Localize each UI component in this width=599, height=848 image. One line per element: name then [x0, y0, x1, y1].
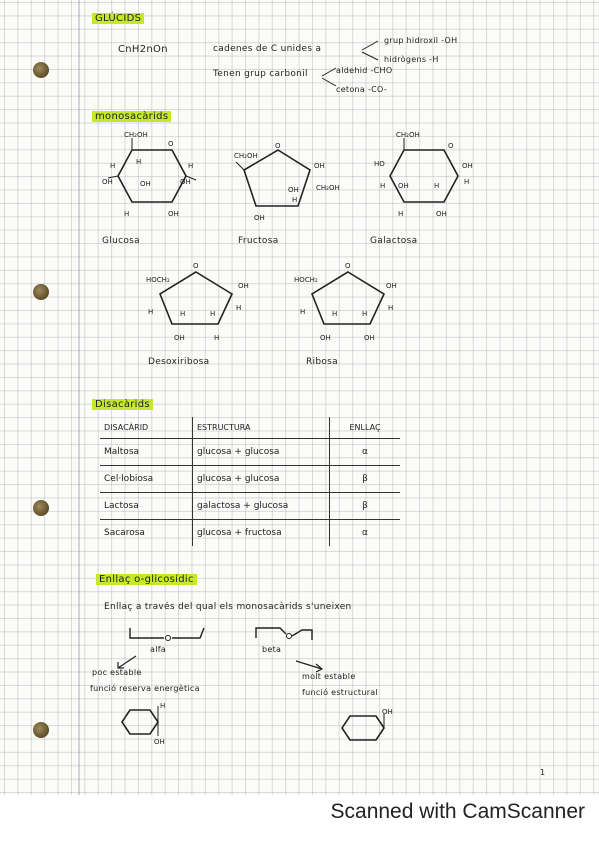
general-formula: CnH2nOn	[118, 44, 168, 55]
bond-description: Enllaç a través del qual els monosacàrids s'uneixen	[104, 602, 352, 612]
svg-text:H: H	[180, 310, 186, 318]
header-enllac: ENLLAÇ	[330, 417, 401, 439]
svg-text:HOCH₂: HOCH₂	[146, 276, 170, 284]
table-row	[100, 520, 400, 547]
label-desoxiribosa: Desoxiribosa	[148, 357, 210, 367]
svg-text:H: H	[148, 308, 154, 316]
svg-text:OH: OH	[436, 210, 447, 218]
cell-enllac: β	[330, 466, 401, 493]
deoxyribose-structure	[140, 258, 260, 348]
svg-text:H: H	[300, 308, 306, 316]
beta-function: funció estructural	[302, 688, 379, 697]
alpha-hexagon-diagram	[116, 700, 172, 744]
hydrogens-text: hidrògens -H	[384, 55, 439, 64]
svg-text:H: H	[464, 178, 470, 186]
cadenes-text: cadenes de C unides a	[213, 44, 322, 54]
svg-text:OH: OH	[314, 162, 325, 170]
svg-text:OH: OH	[254, 214, 265, 222]
svg-text:OH: OH	[154, 738, 165, 746]
svg-text:H: H	[332, 310, 338, 318]
label-fructosa: Fructosa	[238, 236, 279, 246]
svg-text:HO: HO	[374, 160, 385, 168]
svg-text:H: H	[124, 210, 130, 218]
svg-text:CH₂OH: CH₂OH	[316, 184, 340, 192]
svg-text:OH: OH	[174, 334, 185, 342]
galactose-structure	[368, 128, 483, 223]
cell-estructura: glucosa + glucosa	[193, 439, 330, 466]
svg-text:O: O	[193, 262, 199, 270]
aldehid-text: aldehid -CHO	[336, 66, 393, 75]
svg-text:OH: OH	[180, 178, 191, 186]
scanner-watermark: Scanned with CamScanner	[330, 800, 585, 823]
section-title-glucids: GLÚCIDS	[92, 13, 144, 24]
svg-text:OH: OH	[288, 186, 299, 194]
svg-text:O: O	[275, 142, 281, 150]
svg-text:OH: OH	[382, 708, 393, 716]
binder-hole	[33, 284, 49, 300]
svg-text:H: H	[236, 304, 242, 312]
table-row	[100, 466, 400, 493]
cell-disacarid: Maltosa	[100, 439, 193, 466]
cell-estructura: galactosa + glucosa	[193, 493, 330, 520]
header-estructura: ESTRUCTURA	[193, 417, 330, 439]
svg-text:H: H	[434, 182, 440, 190]
label-beta: beta	[262, 645, 282, 654]
label-alfa: alfa	[150, 645, 167, 654]
svg-text:OH: OH	[364, 334, 375, 342]
svg-text:O: O	[448, 142, 454, 150]
cell-estructura: glucosa + glucosa	[193, 466, 330, 493]
svg-text:OH: OH	[238, 282, 249, 290]
svg-text:CH₂OH: CH₂OH	[396, 131, 420, 139]
table-row	[100, 439, 400, 466]
header-disacarid: DISACÀRID	[100, 417, 193, 439]
cetona-text: cetona -CO-	[336, 85, 388, 94]
alpha-stability: poc estable	[92, 668, 142, 677]
branch-arrows	[360, 38, 384, 62]
hydroxyl-text: grup hidroxil -OH	[384, 36, 458, 45]
svg-text:O: O	[168, 140, 174, 148]
svg-text:H: H	[380, 182, 386, 190]
svg-text:OH: OH	[168, 210, 179, 218]
section-title-enllac: Enllaç o-glicosídic	[96, 574, 197, 585]
table-row	[100, 493, 400, 520]
table-header-row	[100, 417, 400, 439]
svg-text:H: H	[188, 162, 194, 170]
svg-text:H: H	[136, 158, 142, 166]
svg-text:H: H	[160, 702, 166, 710]
cell-estructura: glucosa + fructosa	[193, 520, 330, 547]
svg-text:H: H	[210, 310, 216, 318]
cell-disacarid: Sacarosa	[100, 520, 193, 547]
cell-enllac: α	[330, 439, 401, 466]
page-number: 1	[540, 768, 546, 777]
alpha-bond-diagram	[126, 626, 216, 650]
svg-text:H: H	[110, 162, 116, 170]
svg-text:H: H	[292, 196, 298, 204]
svg-text:H: H	[362, 310, 368, 318]
cell-disacarid: Cel·lobiosa	[100, 466, 193, 493]
binder-hole	[33, 62, 49, 78]
svg-text:H: H	[214, 334, 220, 342]
svg-text:OH: OH	[102, 178, 113, 186]
svg-text:H: H	[398, 210, 404, 218]
label-ribosa: Ribosa	[306, 357, 338, 367]
binder-hole	[33, 722, 49, 738]
binder-hole	[33, 500, 49, 516]
beta-stability: molt estable	[302, 672, 356, 681]
fructose-structure	[228, 140, 338, 225]
section-title-disacarids: Disacàrids	[92, 399, 153, 410]
carbonil-text: Tenen grup carbonil	[213, 69, 308, 79]
svg-text:OH: OH	[462, 162, 473, 170]
svg-text:HOCH₂: HOCH₂	[294, 276, 318, 284]
svg-text:OH: OH	[320, 334, 331, 342]
margin-line	[78, 0, 80, 795]
svg-text:OH: OH	[140, 180, 151, 188]
alpha-function: funció reserva energètica	[90, 684, 200, 693]
disaccharides-table	[100, 417, 400, 546]
svg-text:CH₂OH: CH₂OH	[234, 152, 258, 160]
glucose-structure	[100, 128, 210, 223]
ribose-structure	[292, 258, 412, 348]
cell-disacarid: Lactosa	[100, 493, 193, 520]
cell-enllac: α	[362, 528, 368, 538]
section-title-monosacarids: monosacàrids	[92, 111, 171, 122]
label-galactosa: Galactosa	[370, 236, 418, 246]
label-glucosa: Glucosa	[102, 236, 140, 246]
svg-text:OH: OH	[386, 282, 397, 290]
svg-text:H: H	[388, 304, 394, 312]
svg-text:O: O	[345, 262, 351, 270]
beta-hexagon-diagram	[336, 706, 406, 746]
svg-text:OH: OH	[398, 182, 409, 190]
cell-enllac: β	[330, 493, 401, 520]
svg-text:CH₂OH: CH₂OH	[124, 131, 148, 139]
